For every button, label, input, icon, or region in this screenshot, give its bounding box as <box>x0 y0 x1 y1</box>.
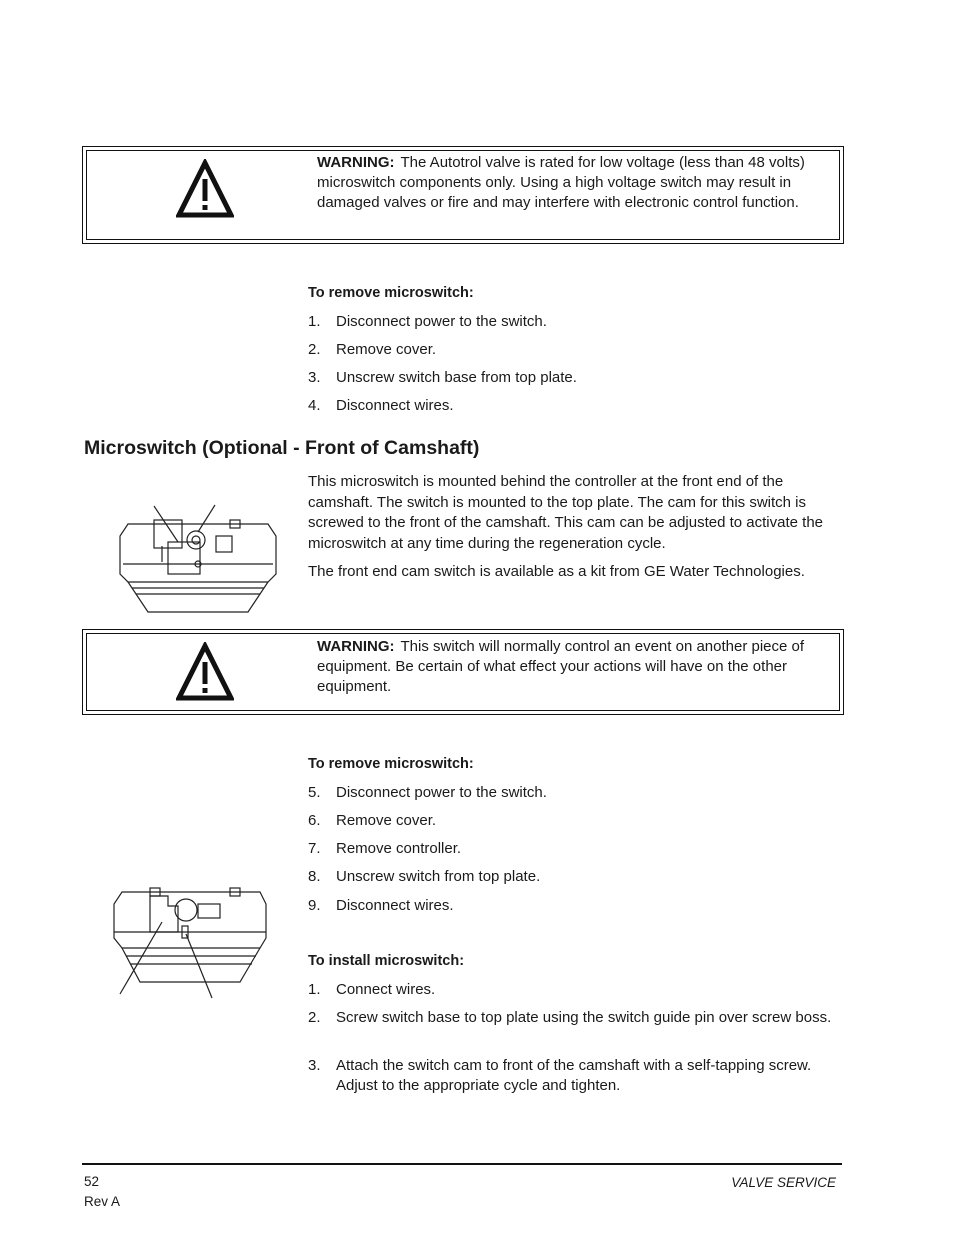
list-item: 4. Disconnect wires. <box>308 397 454 414</box>
remove-heading-1: To remove microswitch: <box>308 285 474 301</box>
warning-box-2 <box>82 629 844 715</box>
footer-section-title: VALVE SERVICE <box>731 1175 836 1190</box>
warning-triangle-icon <box>176 159 234 219</box>
list-item: 1. Disconnect power to the switch. <box>308 313 547 330</box>
warning-body: The Autotrol valve is rated for low voltage (less than 48 volts) microswitch components only. Using a high voltage switch may result in damaged valves or fire and may interfere with electronic control function. <box>317 154 805 211</box>
warning-body: This switch will normally control an event on another piece of equipment. Be certain of what effect your actions will have on the other equipment. <box>317 638 805 695</box>
microswitch-diagram-install <box>110 886 270 1000</box>
kit-paragraph: The front end cam switch is available as a kit from GE Water Technologies. <box>308 563 805 580</box>
warning-text-2 <box>317 637 832 697</box>
list-item: 2. Remove cover. <box>308 341 437 358</box>
page-number: 52 <box>84 1174 100 1189</box>
description-paragraph: This microswitch is mounted behind the controller at the front end of the camshaft. The switch is mounted to the top plate. The cam for this switch is screwed to the front of the camshaft. This cam can be adjusted to activate the microswitch at any time during the regeneration cycle. <box>308 473 824 552</box>
remove-heading-2: To remove microswitch: <box>308 756 474 772</box>
list-item: 8. Unscrew switch from top plate. <box>308 868 541 885</box>
list-item: 7. Remove controller. <box>308 840 462 857</box>
install-heading: To install microswitch: <box>308 953 465 969</box>
list-item: 2. Screw switch base to top plate using the switch guide pin over screw boss. <box>308 1009 832 1026</box>
list-item: 9. Disconnect wires. <box>308 897 454 914</box>
list-item: 3. Unscrew switch base from top plate. <box>308 369 577 386</box>
section-heading: Microswitch (Optional - Front of Camshaft) <box>84 437 480 459</box>
list-item: 6. Remove cover. <box>308 812 437 829</box>
list-item: 3. Attach the switch cam to front of the camshaft with a self-tapping screw. Adjust to the appropriate cycle and tighten. <box>308 1057 812 1094</box>
warning-box-1 <box>82 146 844 244</box>
warning-text-1 <box>317 153 832 213</box>
list-item: 1. Connect wires. <box>308 981 436 998</box>
warning-label: WARNING: <box>317 154 395 171</box>
revision: Rev A <box>84 1194 121 1209</box>
microswitch-diagram-top <box>118 502 278 618</box>
footer-rule <box>82 1163 842 1165</box>
warning-triangle-icon <box>176 642 234 702</box>
warning-label: WARNING: <box>317 638 395 655</box>
list-item: 5. Disconnect power to the switch. <box>308 784 547 801</box>
